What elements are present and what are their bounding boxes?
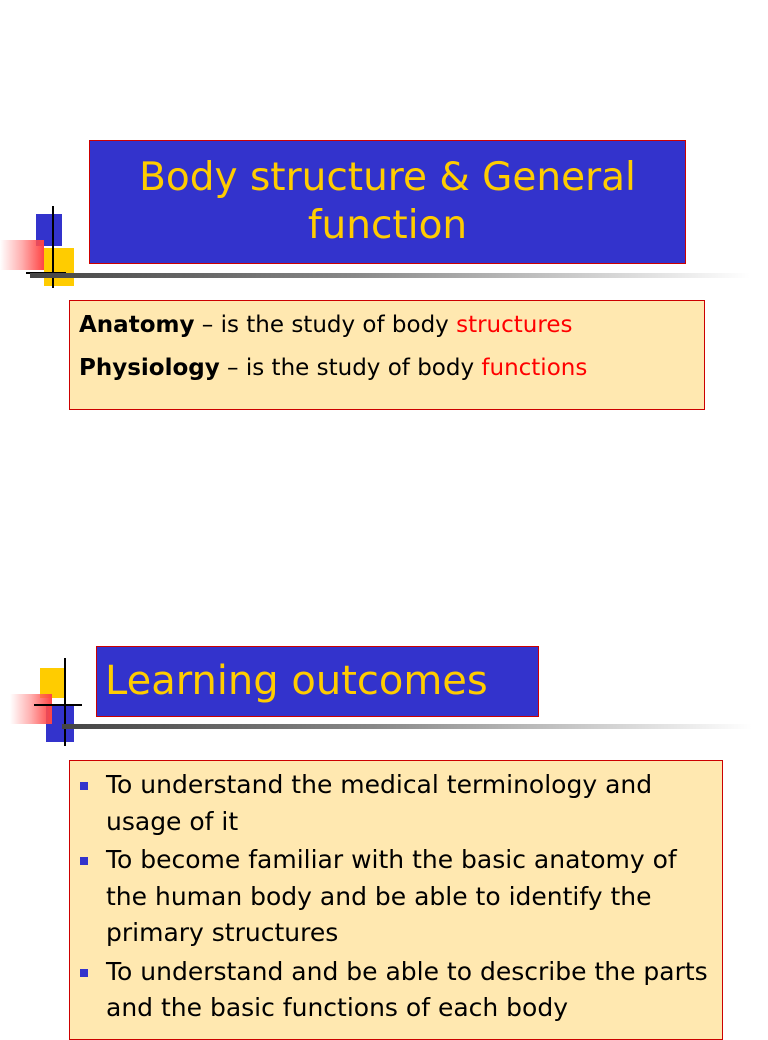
definition-anatomy-text: – is the study of body (194, 312, 457, 338)
definitions-box (69, 300, 705, 410)
slide2-title-box (96, 646, 539, 717)
list-item (70, 954, 712, 1027)
highlight-structures: structures (456, 312, 573, 338)
definition-anatomy (79, 304, 704, 347)
learning-outcomes-list (70, 767, 712, 1027)
highlight-functions: functions (481, 355, 588, 381)
outcome-text: To become familiar with the basic anatomy of the human body and be able to identify the primary structures (106, 845, 677, 947)
outcome-text: To understand the medical terminology and usage of it (106, 770, 653, 836)
term-physiology: Physiology (79, 355, 220, 381)
bullet-icon (80, 782, 88, 790)
slide1-title-box (89, 140, 686, 264)
definition-physiology (79, 347, 704, 390)
slide2-title-rule (62, 724, 752, 729)
slide1-title: Body structure & General function (139, 155, 636, 248)
term-anatomy: Anatomy (79, 312, 195, 338)
outcome-text: To understand and be able to describe the parts and the basic functions of each body (106, 956, 708, 1022)
list-item (70, 767, 712, 840)
learning-outcomes-box (69, 760, 723, 1040)
list-item (70, 842, 712, 952)
bullet-icon (80, 857, 88, 865)
slide1-title-rule (30, 273, 750, 278)
slide2-title: Learning outcomes (105, 658, 488, 705)
bullet-icon (80, 969, 88, 977)
definition-physiology-text: – is the study of body (219, 355, 482, 381)
